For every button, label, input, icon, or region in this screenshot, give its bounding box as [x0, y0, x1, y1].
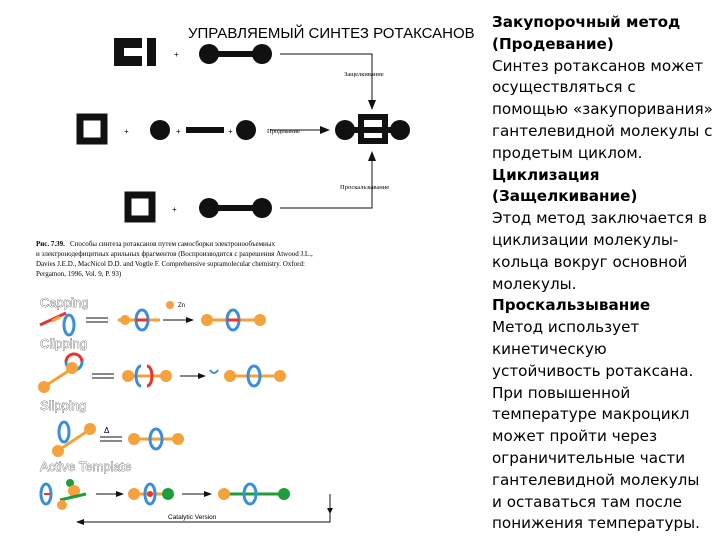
p1-body: Синтез ротаксанов может осуществляться с помощью «закупоривания» гантелевидной молекулы с продетым циклом. [492, 56, 713, 162]
svg-text:Pergamon, 1996, Vol. 9, P. 93): Pergamon, 1996, Vol. 9, P. 93) [36, 270, 122, 278]
macrocycle-square [80, 117, 104, 141]
dumbbell-1 [199, 44, 272, 64]
open-macrocycle [114, 38, 156, 66]
arrow-slipping [280, 151, 376, 208]
svg-text:Zn: Zn [178, 303, 186, 309]
plus-sign: + [174, 50, 179, 59]
plus-sign: + [124, 127, 129, 136]
stopper [236, 120, 256, 140]
rotaxane-product [335, 117, 410, 141]
svg-text:Способы синтеза ротаксанов пут: Способы синтеза ротаксанов путем самосборки электронообъемных [70, 240, 275, 248]
svg-text:Δ: Δ [104, 426, 110, 435]
arrow-clipping [280, 54, 376, 110]
rod [186, 127, 224, 133]
plus-sign: + [176, 127, 181, 136]
label-catalytic-version: Catalytic Version [168, 514, 217, 521]
text-column [492, 12, 714, 535]
top-figure [36, 38, 410, 278]
label-threading: Продевание [267, 128, 300, 135]
svg-text:Davies J.E.D., MacNicol D.D. a: Davies J.E.D., MacNicol D.D. and Vogtle F. Comprehensive supramolecular chemistry. Oxford: [36, 260, 305, 268]
svg-text:и электронодефицитных арильных: и электронодефицитных арильных фрагментов (Воспроизводится с разрешения Atwood J.L., [36, 250, 313, 258]
stopper [150, 120, 170, 140]
dumbbell-3 [199, 198, 272, 218]
label-slipping-en: Slipping [40, 398, 87, 413]
plus-sign: + [172, 205, 177, 214]
p1-head: Закупорочный метод (Продевание) [492, 13, 681, 53]
p2-body: Этод метод заключается в циклизации молекулы-кольца вокруг основной молекулы. [492, 209, 708, 293]
label-slipping: Проскальзывание [340, 184, 390, 191]
label-capping: Capping [40, 295, 89, 310]
bottom-figure [30, 288, 350, 540]
p3-head: Проскальзывание [492, 296, 651, 315]
label-active-template: Active Template [40, 459, 132, 474]
svg-text:Рис. 7.39.: Рис. 7.39. [36, 240, 65, 248]
p3-body: Метод использует кинетическую устойчивость ротаксана. При повышенной температуре макроцикл может пройти через ограничительные части гантелевидной молекулы и оставаться там после понижения температуры. [492, 318, 700, 533]
p2-head: Циклизация (Защелкивание) [492, 165, 638, 206]
label-clipping: Защелкивание [344, 71, 384, 78]
macrocycle-square [128, 195, 152, 219]
slide-title: УПРАВЛЯЕМЫЙ СИНТЕЗ РОТАКСАНОВ [188, 25, 475, 42]
figure-caption [36, 240, 313, 278]
label-clipping-en: Clipping [40, 336, 87, 351]
plus-sign: + [228, 127, 233, 136]
